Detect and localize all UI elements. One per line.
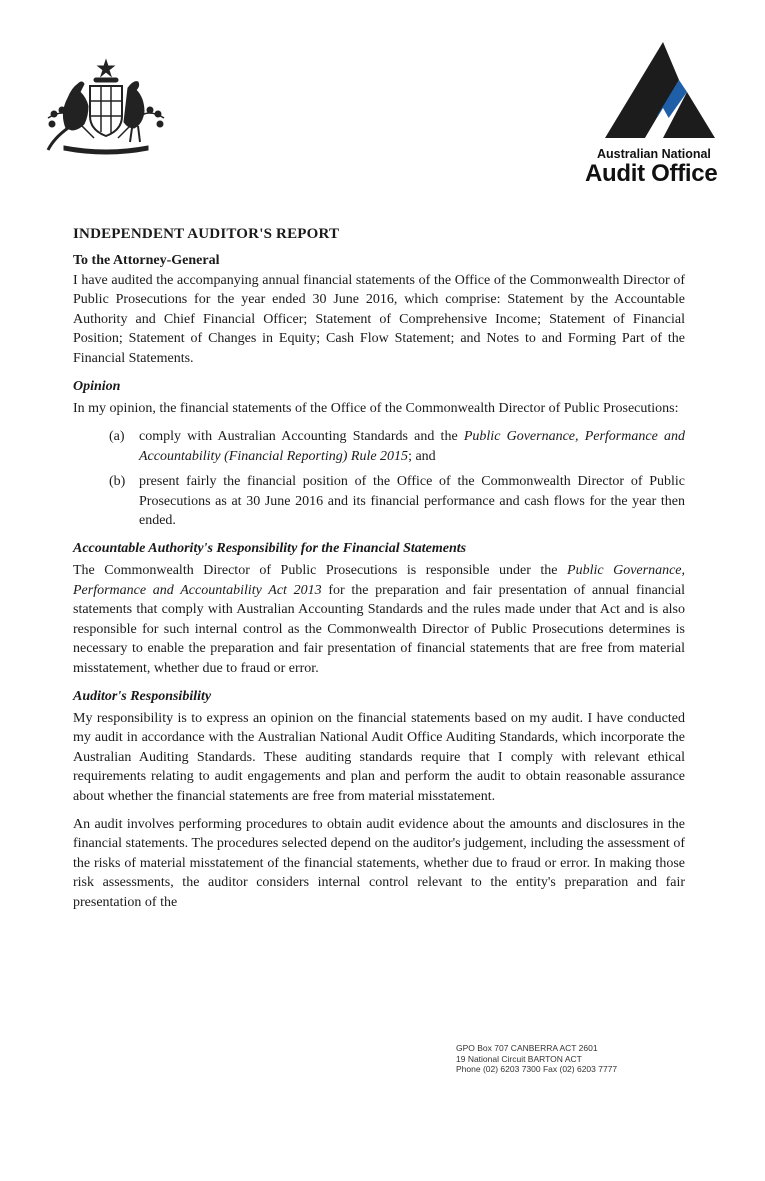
opinion-heading: Opinion (73, 379, 121, 395)
auditor-paragraph-1: My responsibility is to express an opinion on the financial statements based on my audit. I have conducted my audit in accordance with the Australian National Audit Office Auditing Standards, which incorporate the Australian Auditing Standards. These auditing standards require that I comply with relevant ethical requirements relating to audit engagements and plan and perform the audit to obtain reasonable assurance about whether the financial statements are free from material misstatement. (73, 710, 685, 804)
opinion-item-b (109, 472, 685, 530)
address-line: 19 National Circuit BARTON ACT (456, 1053, 582, 1064)
opinion-item-b-text: present fairly the financial position of the Office of the Commonwealth Director of Public Prosecutions as at 30 June 2016 and its financial performance and cash flows for the year then ended. (139, 474, 685, 529)
list-marker: (a) (109, 429, 125, 445)
office-address (456, 1043, 617, 1075)
anao-triangle-icon (605, 42, 715, 142)
coat-of-arms-icon (44, 58, 168, 156)
anao-logo (585, 42, 735, 187)
opinion-item-a-text: comply with Australian Accounting Standards and the Public Governance, Performance and Accountability (Financial Reporting) Rule 2015; and (139, 429, 685, 464)
opinion-item-a (109, 427, 685, 466)
responsibility-paragraph: The Commonwealth Director of Public Prosecutions is responsible under the Public Governance, Performance and Accountability Act 2013 for the preparation and fair presentation of annual financial statements that comply with Australian Accounting Standards and the rules made under that Act and is also responsible for such internal control as the Commonwealth Director of Public Prosecutions determines is necessary to enable the preparation and fair presentation of financial statements that are free from material misstatement, whether due to fraud or error. (73, 563, 686, 676)
report-title: INDEPENDENT AUDITOR'S REPORT (73, 226, 340, 242)
report-addressee: To the Attorney-General (73, 253, 220, 268)
responsibility-heading: Accountable Authority's Responsibility for the Financial Statements (73, 541, 467, 557)
intro-paragraph: I have audited the accompanying annual financial statements of the Office of the Commonwealth Director of Public Prosecutions for the year ended 30 June 2016, which comprise: Statement by the Accountable Authority and Chief Financial Officer; Statement of Comprehensive Income; Statement of Financial Position; Statement of Changes in Equity; Cash Flow Statement; and Notes to and Forming Part of the Financial Statements. (73, 273, 685, 366)
list-marker: (b) (109, 474, 126, 490)
report-body (73, 226, 685, 921)
address-line: GPO Box 707 CANBERRA ACT 2601 (456, 1043, 598, 1053)
auditor-heading: Auditor's Responsibility (73, 688, 212, 704)
contact-line: Phone (02) 6203 7300 Fax (02) 6203 7777 (456, 1064, 618, 1074)
logo-text-line2: Audit Office (585, 160, 718, 187)
opinion-list (73, 427, 685, 530)
logo-text-line1: Australian National (597, 147, 711, 161)
opinion-lead: In my opinion, the financial statements of the Office of the Commonwealth Director of Public Prosecutions: (73, 401, 679, 417)
auditor-paragraph-2: An audit involves performing procedures to obtain audit evidence about the amounts and disclosures in the financial statements. The procedures selected depend on the auditor's judgement, including the assessment of the risks of material misstatement of the financial statements, whether due to fraud or error. In making those risk assessments, the auditor considers internal control relevant to the entity's preparation and fair presentation of the (73, 816, 685, 910)
